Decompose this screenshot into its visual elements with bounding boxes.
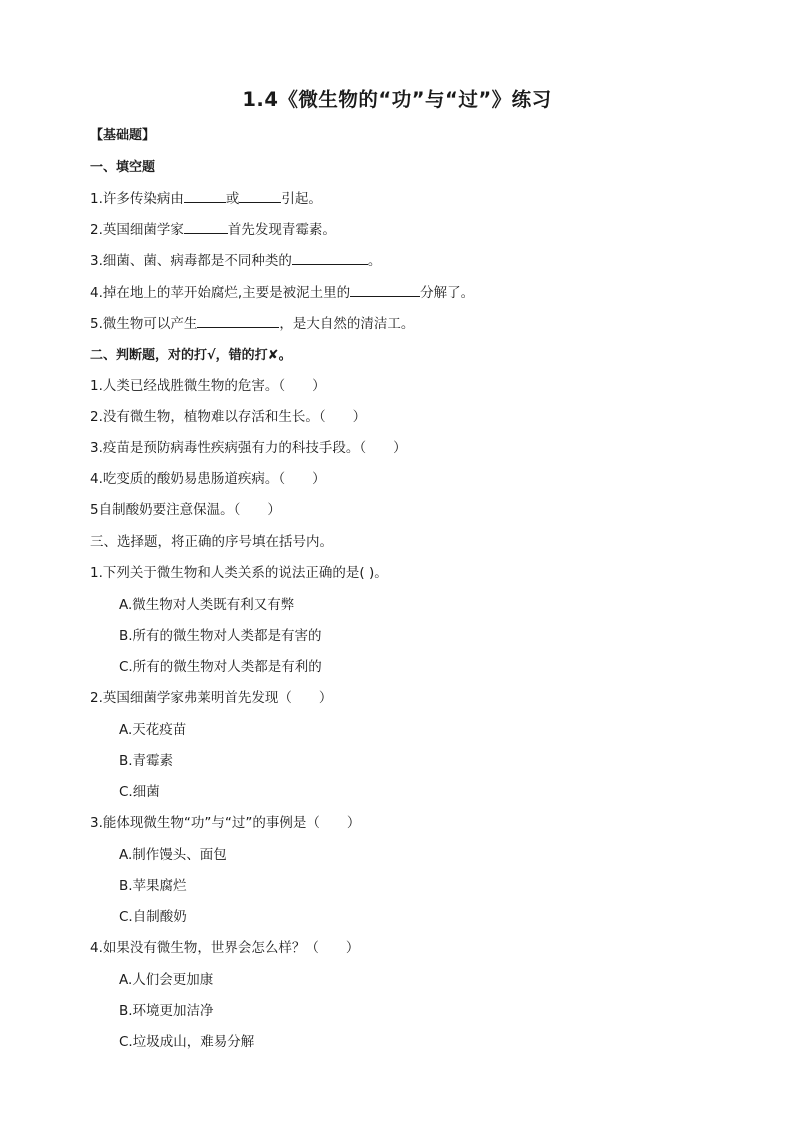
choice-option: C.自制酸奶 <box>119 909 187 925</box>
choice-option: A.微生物对人类既有利又有弊 <box>119 597 295 613</box>
choice-option: C.垃圾成山，难易分解 <box>119 1034 255 1050</box>
choice-option: B.环境更加洁净 <box>119 1003 214 1019</box>
q5-text-b: ，是大自然的清洁工。 <box>279 316 415 332</box>
answer-blank <box>184 189 226 203</box>
choice-option: C.所有的微生物对人类都是有利的 <box>119 659 322 675</box>
judge-item: 1.人类已经战胜微生物的危害。（ ） <box>90 378 326 394</box>
section2-heading: 二、判断题，对的打√，错的打✘。 <box>90 348 292 363</box>
answer-blank <box>197 314 279 328</box>
answer-blank <box>350 283 420 297</box>
choice-question: 3.能体现微生物“功”与“过”的事例是（ ） <box>90 815 361 831</box>
q2-text-a: 2.英国细菌学家 <box>90 222 184 238</box>
judge-item: 2.没有微生物，植物难以存活和生长。（ ） <box>90 409 367 425</box>
section3-heading: 三、选择题，将正确的序号填在括号内。 <box>90 534 333 550</box>
section1-heading: 一、填空题 <box>90 160 156 175</box>
fill-question-3 <box>90 249 381 269</box>
fill-question-5 <box>90 312 414 332</box>
q1-text-b: 或 <box>225 191 240 207</box>
fill-question-1 <box>90 187 322 207</box>
choice-option: B.所有的微生物对人类都是有害的 <box>119 628 322 644</box>
q2-text-b: 首先发现青霉素。 <box>227 222 336 238</box>
choice-option: A.人们会更加康 <box>119 972 214 988</box>
fill-question-4 <box>90 281 474 301</box>
q4-text-b: 分解了。 <box>420 285 475 301</box>
judge-item: 4.吃变质的酸奶易患肠道疾病。（ ） <box>90 471 326 487</box>
q4-text-a: 4.掉在地上的苹开始腐烂,主要是被泥土里的 <box>90 285 351 301</box>
judge-item: 3.疫苗是预防病毒性疾病强有力的科技手段。（ ） <box>90 440 407 456</box>
choice-question: 1.下列关于微生物和人类关系的说法正确的是( )。 <box>90 565 388 581</box>
answer-blank <box>239 189 281 203</box>
choice-option: A.制作馒头、面包 <box>119 847 227 863</box>
answer-blank <box>184 220 228 234</box>
choice-option: C.细菌 <box>119 784 160 800</box>
choice-option: B.青霉素 <box>119 753 174 769</box>
q1-text-a: 1.许多传染病由 <box>90 191 184 207</box>
q5-text-a: 5.微生物可以产生 <box>90 316 198 332</box>
judge-item: 5自制酸奶要注意保温。（ ） <box>90 502 281 518</box>
choice-question: 2.英国细菌学家弗莱明首先发现（ ） <box>90 690 333 706</box>
choice-option: A.天花疫苗 <box>119 722 187 738</box>
q3-text-b: 。 <box>367 253 382 269</box>
fill-question-2 <box>90 218 336 238</box>
choice-option: B.苹果腐烂 <box>119 878 187 894</box>
choice-question: 4.如果没有微生物，世界会怎么样？（ ） <box>90 940 360 956</box>
q3-text-a: 3.细菌、菌、病毒都是不同种类的 <box>90 253 292 269</box>
q1-text-c: 引起。 <box>281 191 322 207</box>
basic-label: 【基础题】 <box>90 128 156 143</box>
page-title: 1.4《微生物的“功”与“过”》练习 <box>242 88 552 111</box>
answer-blank <box>292 251 368 265</box>
